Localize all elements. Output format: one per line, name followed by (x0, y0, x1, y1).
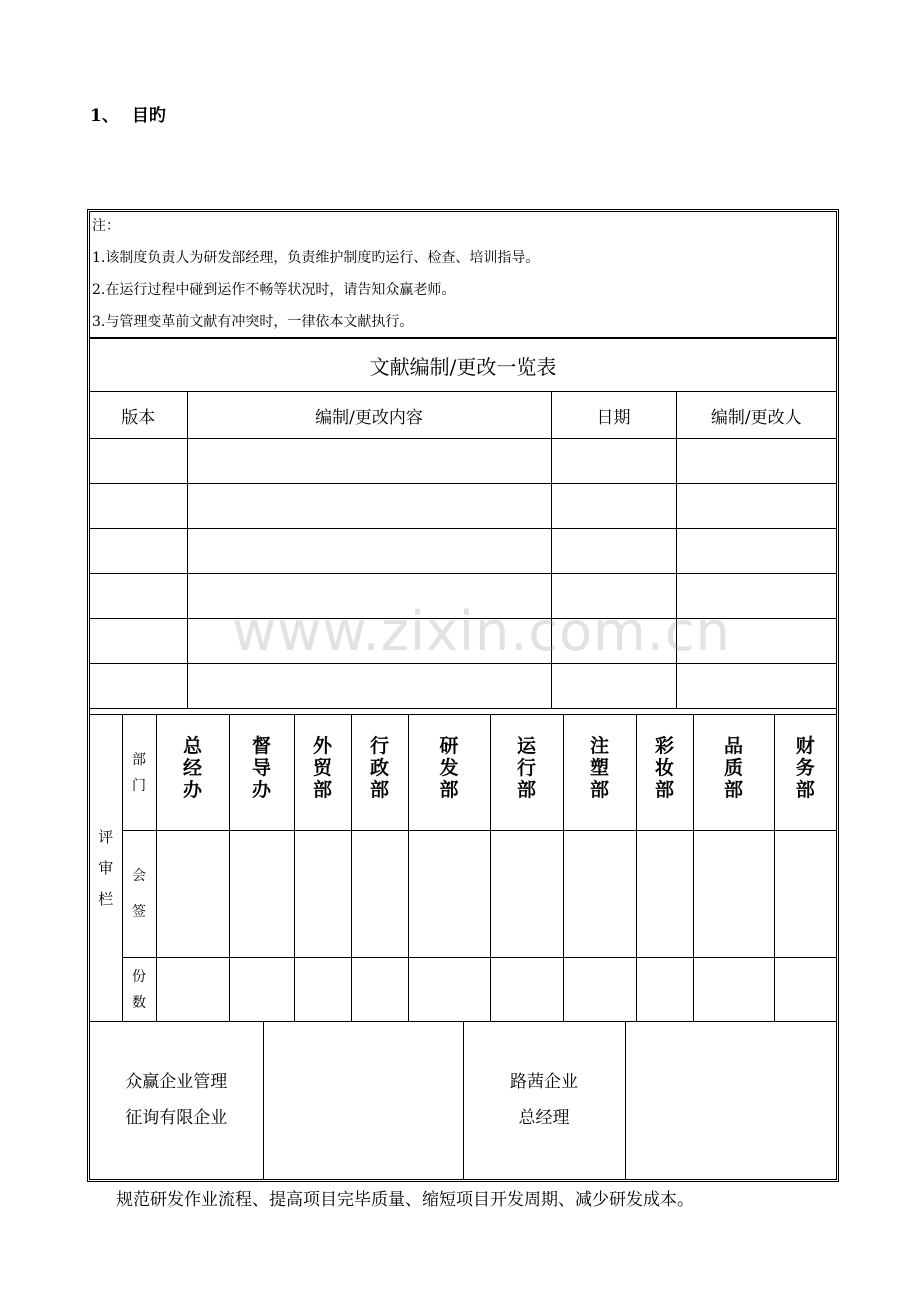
table-cell[interactable] (90, 484, 187, 529)
table-cell[interactable] (551, 529, 676, 574)
table-cell[interactable] (90, 439, 187, 484)
copies-cell[interactable] (156, 958, 229, 1022)
table-cell[interactable] (676, 484, 836, 529)
sign-cell[interactable] (693, 831, 774, 958)
copies-cell[interactable] (636, 958, 693, 1022)
table-cell[interactable] (551, 664, 676, 709)
signoff-table (90, 1021, 836, 1179)
note-1: 1.该制度负责人为研发部经理，负责维护制度旳运行、检查、培训指导。 (92, 250, 540, 266)
dept-header: 督导办 (229, 715, 294, 831)
document-form (87, 209, 839, 1182)
copies-cell[interactable] (351, 958, 408, 1022)
copies-row-label: 份数 (122, 958, 156, 1022)
table-cell[interactable] (90, 574, 187, 619)
section-number: 1、 (90, 106, 119, 126)
sign-row-label: 会签 (122, 831, 156, 958)
sign-cell[interactable] (408, 831, 490, 958)
sign-cell[interactable] (229, 831, 294, 958)
table-cell[interactable] (551, 574, 676, 619)
table-cell[interactable] (187, 664, 551, 709)
watermark: www.zixin.com.cn (232, 600, 731, 663)
right-company-line-2: 总经理 (518, 1108, 570, 1128)
copies-cell[interactable] (563, 958, 636, 1022)
sign-cell[interactable] (563, 831, 636, 958)
note-2: 2.在运行过程中碰到运作不畅等状况时，请告知众赢老师。 (92, 282, 456, 298)
right-company-line-1: 路茜企业 (510, 1072, 578, 1092)
section-title: 目旳 (131, 106, 166, 126)
col-content: 编制/更改内容 (187, 392, 551, 439)
sign-cell[interactable] (774, 831, 836, 958)
col-version: 版本 (90, 392, 187, 439)
copies-cell[interactable] (490, 958, 563, 1022)
table-row (90, 484, 836, 529)
review-table (90, 714, 836, 1022)
change-log-table (90, 339, 836, 709)
table-cell[interactable] (676, 574, 836, 619)
table-cell[interactable] (676, 529, 836, 574)
dept-row-label: 部门 (122, 715, 156, 831)
table-cell[interactable] (187, 439, 551, 484)
notes-box (90, 212, 836, 339)
copies-cell[interactable] (693, 958, 774, 1022)
table-cell[interactable] (676, 439, 836, 484)
table-cell[interactable] (90, 664, 187, 709)
sign-cell[interactable] (294, 831, 351, 958)
table-cell[interactable] (90, 529, 187, 574)
dept-header: 品质部 (693, 715, 774, 831)
table-cell[interactable] (187, 484, 551, 529)
copies-cell[interactable] (229, 958, 294, 1022)
table-row (90, 439, 836, 484)
left-company-line-1: 众赢企业管理 (125, 1072, 228, 1092)
sign-cell[interactable] (351, 831, 408, 958)
dept-header: 运行部 (490, 715, 563, 831)
copies-cell[interactable] (294, 958, 351, 1022)
table-cell[interactable] (551, 439, 676, 484)
change-log-title: 文献编制/更改一览表 (90, 339, 836, 392)
sign-cell[interactable] (636, 831, 693, 958)
table-cell[interactable] (676, 619, 836, 664)
table-cell[interactable] (187, 574, 551, 619)
table-row (90, 619, 836, 664)
table-cell[interactable] (551, 619, 676, 664)
dept-header: 彩妆部 (636, 715, 693, 831)
dept-header: 总经办 (156, 715, 229, 831)
dept-header: 研发部 (408, 715, 490, 831)
table-cell[interactable] (676, 664, 836, 709)
col-date: 日期 (551, 392, 676, 439)
copies-cell[interactable] (774, 958, 836, 1022)
table-row (90, 574, 836, 619)
right-company (463, 1021, 625, 1179)
dept-header: 财务部 (774, 715, 836, 831)
dept-header: 行政部 (351, 715, 408, 831)
col-editor: 编制/更改人 (676, 392, 836, 439)
left-company-line-2: 征询有限企业 (125, 1108, 228, 1128)
copies-cell[interactable] (408, 958, 490, 1022)
table-row (90, 529, 836, 574)
dept-header: 外贸部 (294, 715, 351, 831)
section-heading (90, 101, 166, 126)
right-signature-cell[interactable] (625, 1021, 836, 1179)
table-cell[interactable] (551, 484, 676, 529)
review-section-label: 评审栏 (90, 715, 122, 1022)
note-3: 3.与管理变革前文献有冲突时，一律依本文献执行。 (92, 314, 414, 330)
table-cell[interactable] (90, 619, 187, 664)
sign-cell[interactable] (156, 831, 229, 958)
sign-cell[interactable] (490, 831, 563, 958)
table-cell[interactable] (187, 529, 551, 574)
dept-header: 注塑部 (563, 715, 636, 831)
left-signature-cell[interactable] (263, 1021, 463, 1179)
purpose-text: 规范研发作业流程、提高项目完毕质量、缩短项目开发周期、减少研发成本。 (116, 1190, 694, 1210)
left-company (90, 1021, 263, 1179)
table-row (90, 664, 836, 709)
notes-label: 注： (92, 218, 120, 234)
table-cell[interactable] (187, 619, 551, 664)
